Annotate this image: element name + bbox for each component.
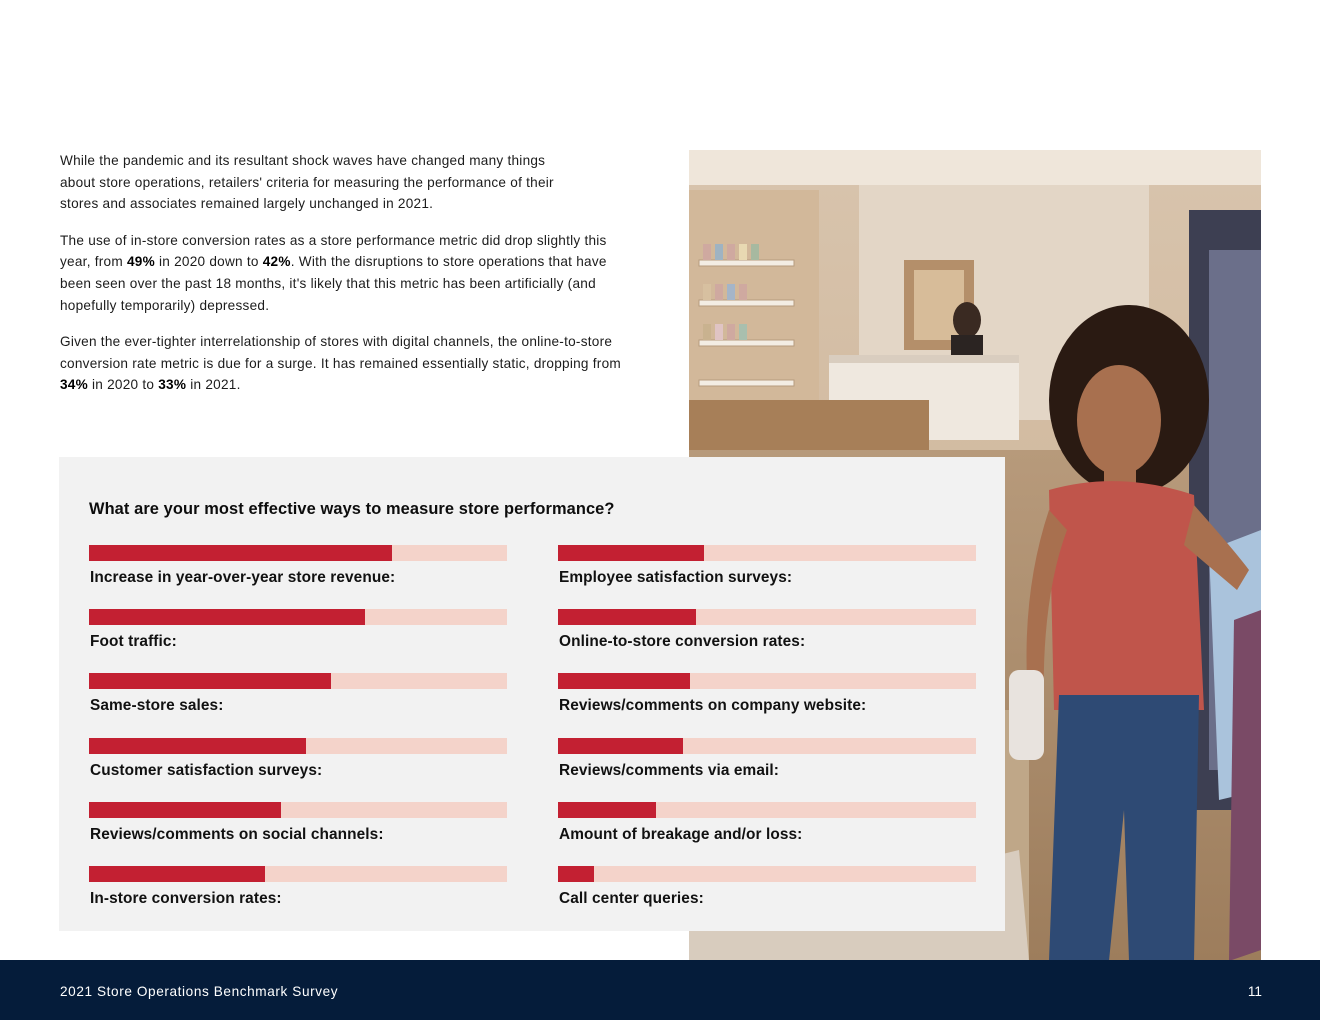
bar-track bbox=[89, 545, 507, 561]
bar-fill bbox=[89, 866, 265, 882]
bar-item bbox=[89, 866, 507, 906]
bar-fill bbox=[89, 802, 281, 818]
bar-item bbox=[558, 545, 976, 585]
bar-fill bbox=[558, 738, 683, 754]
bar-label: Online-to-store conversion rates: bbox=[559, 633, 806, 651]
bar-item bbox=[89, 609, 507, 649]
p2-text-a: The use of in-store conversion rates as a store performance metric did drop slightly this year, from bbox=[60, 232, 607, 270]
bar-track bbox=[558, 609, 976, 625]
bar-item bbox=[89, 673, 507, 713]
bar-item bbox=[558, 738, 976, 778]
p3-value-2021: 33% bbox=[158, 377, 187, 393]
paragraph-3 bbox=[60, 331, 625, 396]
bar-label: Reviews/comments on company website: bbox=[559, 697, 867, 715]
bar-label: Amount of breakage and/or loss: bbox=[559, 825, 803, 843]
bar-item bbox=[89, 802, 507, 842]
bar-track bbox=[558, 802, 976, 818]
footer bbox=[0, 960, 1320, 1020]
bar-fill bbox=[558, 609, 696, 625]
bar-item bbox=[89, 545, 507, 585]
bar-fill bbox=[89, 673, 331, 689]
footer-title: 2021 Store Operations Benchmark Survey bbox=[60, 984, 339, 999]
page-number: 11 bbox=[1247, 984, 1262, 999]
bar-label: In-store conversion rates: bbox=[90, 890, 282, 907]
p2-text-c: . With the disruptions to store operations that have been seen over the past 18 months, it's likely that this metric has been artificially (and hopefully temporarily) depressed. bbox=[60, 254, 607, 313]
bar-track bbox=[89, 673, 507, 689]
bar-fill bbox=[558, 866, 594, 882]
p2-value-2020: 49% bbox=[126, 254, 155, 270]
body-text bbox=[60, 150, 625, 411]
bar-item bbox=[558, 866, 976, 906]
p2-text-b: in 2020 down to bbox=[154, 254, 263, 270]
bar-track bbox=[558, 673, 976, 689]
p2-value-2021: 42% bbox=[262, 254, 291, 270]
bar-item bbox=[558, 609, 976, 649]
bar-label: Call center queries: bbox=[559, 890, 704, 907]
bar-label: Customer satisfaction surveys: bbox=[90, 761, 323, 779]
paragraph-1: While the pandemic and its resultant shock waves have changed many things about store operations, retailers' criteria for measuring the performance of their stores and associates remained largely unchanged in 2021. bbox=[60, 153, 554, 212]
bar-track bbox=[558, 866, 976, 882]
p3-text-c: in 2021. bbox=[186, 377, 241, 393]
bar-label: Increase in year-over-year store revenue: bbox=[90, 569, 396, 586]
paragraph-2 bbox=[60, 230, 625, 316]
p3-text-a: Given the ever-tighter interrelationship of stores with digital channels, the online-to-store conversion rate metric is due for a surge. It has remained essentially static, dropping from bbox=[60, 334, 621, 371]
bar-item bbox=[558, 802, 976, 842]
bar-track bbox=[89, 738, 507, 754]
bar-track bbox=[89, 866, 507, 882]
bar-fill bbox=[89, 738, 306, 754]
bar-label: Reviews/comments via email: bbox=[559, 761, 779, 779]
bar-track bbox=[558, 738, 976, 754]
p3-value-2020: 34% bbox=[60, 377, 88, 393]
bar-item bbox=[89, 738, 507, 778]
bar-fill bbox=[558, 673, 690, 689]
bar-label: Employee satisfaction surveys: bbox=[559, 569, 793, 586]
bar-item bbox=[558, 673, 976, 713]
bar-label: Same-store sales: bbox=[90, 697, 224, 715]
p3-text-b: in 2020 to bbox=[87, 377, 159, 393]
chart-panel bbox=[59, 457, 1005, 931]
bar-label: Reviews/comments on social channels: bbox=[90, 825, 384, 843]
bar-track bbox=[89, 609, 507, 625]
bar-track bbox=[89, 802, 507, 818]
bar-fill bbox=[89, 609, 365, 625]
bar-track bbox=[558, 545, 976, 561]
bar-fill bbox=[558, 802, 656, 818]
bar-fill bbox=[558, 545, 704, 561]
chart-title: What are your most effective ways to measure store performance? bbox=[89, 500, 615, 518]
bar-fill bbox=[89, 545, 392, 561]
bar-label: Foot traffic: bbox=[90, 633, 177, 651]
